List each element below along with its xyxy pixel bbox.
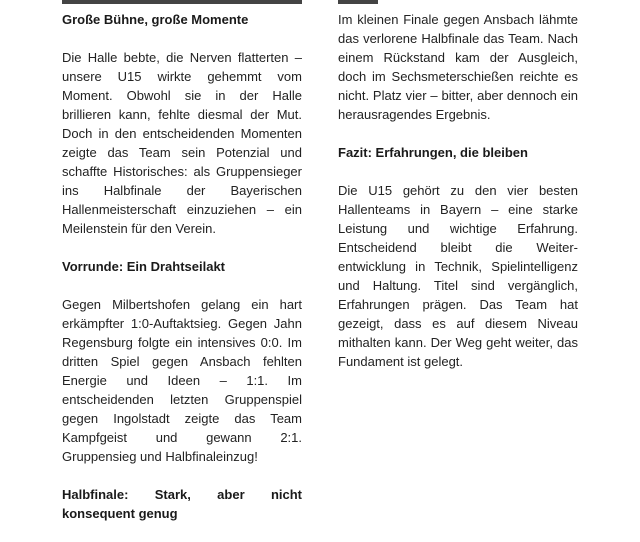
paragraph: Gegen Milbertshofen gelang ein hart erkämpfter 1:0-Auftaktsieg. Gegen Jahn Regensburg folgte ein intensives 0:0. Im dritten Spiel gegen Ansbach fehlten Energie und Ideen – 1:1. Im entscheidenden letzten Gruppenspiel gegen Ingolstadt zeigte das Team Kampfgeist und gewann 2:1. Gruppensieg und Halbfinaleinzug! <box>62 297 302 464</box>
left-column <box>62 10 302 542</box>
paragraph: Die Halle bebte, die Nerven flatterten – unsere U15 wirkte gehemmt vom Moment. Obwohl sie in der Halle brillieren kann, fehlte diesmal der Mut. Doch in den entscheidenden Momenten zeigte das Team sein Potenzial und schaffte Historisches: als Gruppensieger ins Halbfinale der Bayerischen Hallenmeisterschaft einzuziehen – ein Meilenstein für den Verein. <box>62 50 302 236</box>
right-column <box>338 10 578 390</box>
cropped-text-line <box>338 0 378 4</box>
paragraph: Die U15 gehört zu den vier besten Hallenteams in Bayern – eine starke Leistung und wichtige Erfahrung. Entscheidend bleibt die Weiterentwicklung in Technik, Spielintelligenz und Haltung. Titel sind vergänglich, Erfahrungen prägen. Das Team hat gezeigt, dass es auf diesem Niveau mithalten kann. Der Weg geht weiter, das Fundament ist gelegt. <box>338 183 578 369</box>
paragraph: Im kleinen Finale gegen Ansbach lähmte das verlorene Halbfinale das Team. Nach einem Rückstand kam der Ausgleich, doch im Sechsmeterschießen reichte es nicht. Platz vier – bitter, aber dennoch ein herausragendes Ergebnis. <box>338 12 578 122</box>
section-heading: Fazit: Erfahrungen, die bleiben <box>338 145 528 160</box>
cropped-text-line <box>62 0 302 4</box>
section-heading: Halbfinale: Stark, aber nicht konsequent genug <box>62 487 302 521</box>
section-heading: Vorrunde: Ein Drahtseilakt <box>62 259 226 274</box>
section-heading: Große Bühne, große Momente <box>62 12 249 27</box>
